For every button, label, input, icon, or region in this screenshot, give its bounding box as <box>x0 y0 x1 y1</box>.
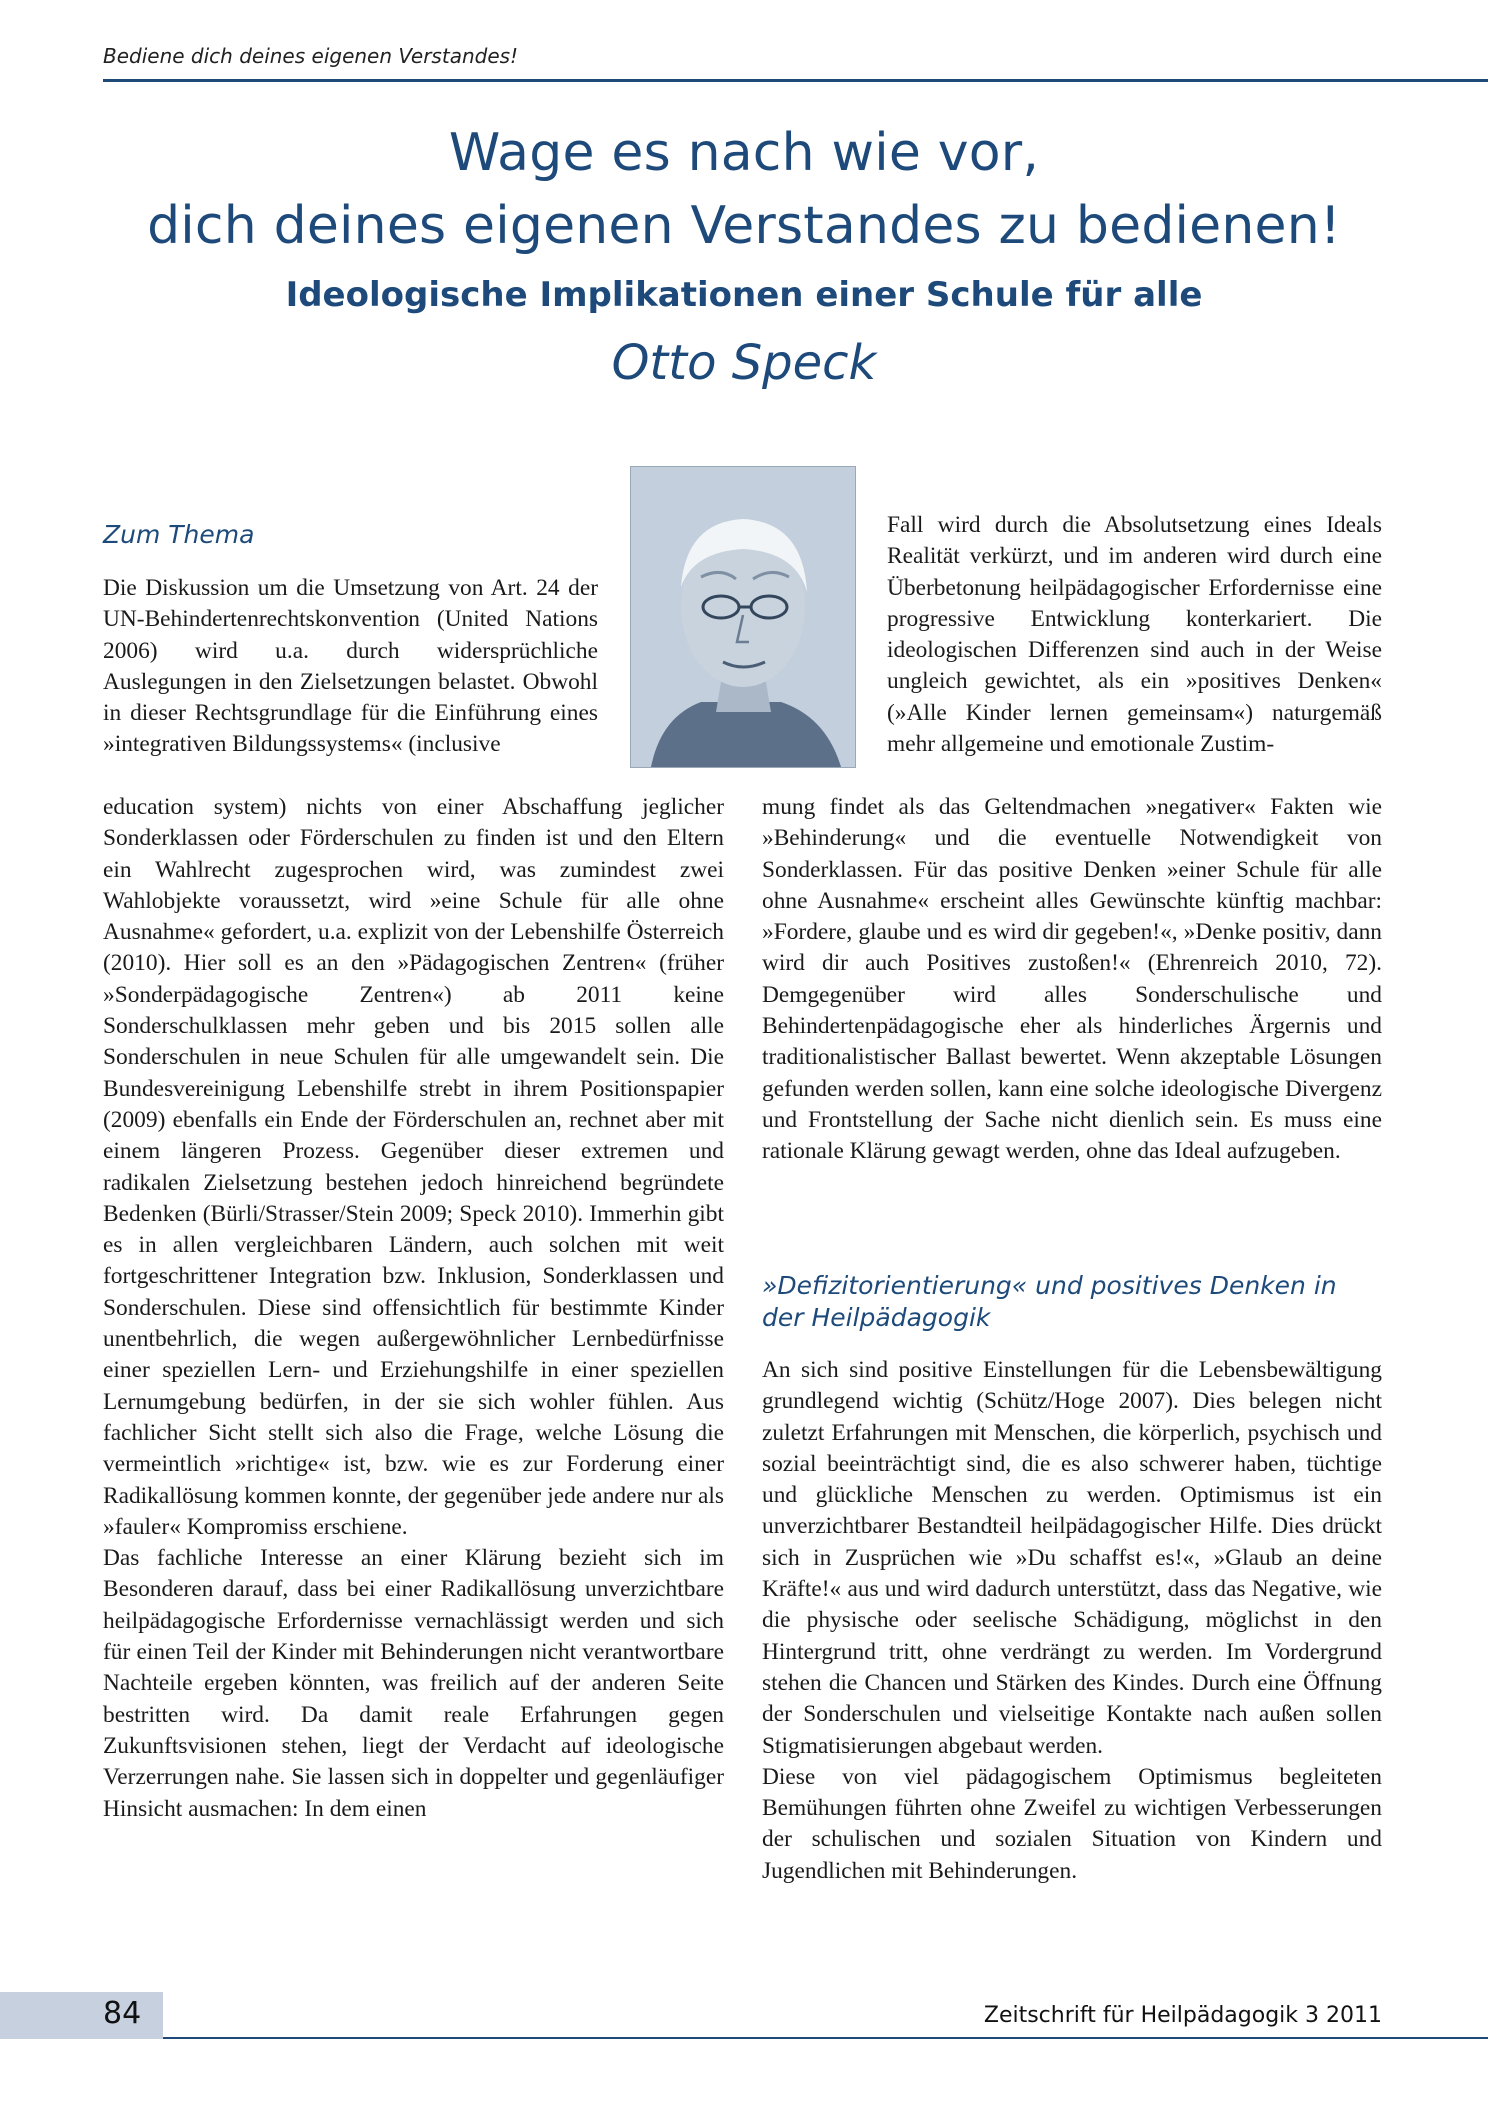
section-heading-defizitorientierung: »Defizitorientierung« und positives Denken in der Heilpädagogik <box>762 1271 1337 1332</box>
title-line-2: dich deines eigenen Verstandes zu bedienen! <box>147 196 1341 256</box>
paragraph: mung findet als das Geltendmachen »negativer« Fakten wie »Behinderung« und die eventuelle Notwendigkeit von Sonderklassen. Für das positive Denken »einer Schule für alle ohne Ausnahme« erscheint alles Gewünschte künftig machbar: »Fordere, glaube und es wird dir gegeben!«, »Denke positiv, dann wird dir auch Positives zustoßen!« (Ehrenreich 2010, 72). Demgegenüber wird alles Sonderschulische und Behindertenpädagogische eher als hinderliches Ärgernis und traditionalistischer Ballast bewertet. Wenn akzeptable Lösungen gefunden werden sollen, kann eine solche ideologische Divergenz und Frontstellung der Sache nicht dienlich sein. Es muss eine rationale Klärung gewagt werden, ohne das Ideal aufzugeben. <box>762 794 1382 1165</box>
footer-rule <box>163 2037 1488 2039</box>
top-rule <box>103 79 1488 82</box>
paragraph: Die Diskussion um die Umsetzung von Art. 24 der UN-Behindertenrechtskonvention (United Nations 2006) wird u.a. durch widersprüchliche Auslegungen in den Zielsetzungen belastet. Obwohl in dieser Rechtsgrundlage für die Einführung eines »integrativen Bildungssystems« (inclusive <box>103 575 598 758</box>
body-text-right-wrap <box>887 510 1382 760</box>
title-line-1: Wage es nach wie vor, <box>448 123 1040 183</box>
journal-name: Zeitschrift für Heilpädagogik 3 2011 <box>983 2003 1382 2028</box>
subtitle: Ideologische Implikationen einer Schule für alle <box>285 275 1203 315</box>
author: Otto Speck <box>611 335 877 391</box>
body-text-right <box>762 792 1382 1168</box>
paragraph: Das fachliche Interesse an einer Klärung bezieht sich im Besonderen darauf, dass bei einer Radikallösung unverzichtbare heilpädagogische Erfordernisse vernachlässigt werden und sich für einen Teil der Kinder mit Behinderungen nicht verantwortbare Nachteile ergeben könnten, was freilich auf der anderen Seite bestritten wird. Da damit reale Erfahrungen gegen Zukunftsvisionen stehen, liegt der Verdacht auf ideologische Verzerrungen nahe. Sie lassen sich in doppelter und gegenläufiger Hinsicht ausmachen: In dem einen <box>103 1545 724 1822</box>
section-heading-zum-thema: Zum Thema <box>103 520 255 549</box>
body-text-right-section2 <box>762 1355 1382 1887</box>
paragraph: education system) nichts von einer Abschaffung jeglicher Sonderklassen oder Förderschulen zu finden ist und den Eltern ein Wahlrecht zugesprochen wird, was zumindest zwei Wahlobjekte voraussetzt, wird »eine Schule für alle ohne Ausnahme« gefordert, u.a. explizit von der Lebenshilfe Österreich (2010). Hier soll es an den »Pädagogischen Zentren« (früher »Sonderpädagogische Zentren«) ab 2011 keine Sonderschulklassen mehr geben und bis 2015 sollen alle Sonderschulen in neue Schulen für alle umgewandelt sein. Die Bundesvereinigung Lebenshilfe strebt in ihrem Positionspapier (2009) ebenfalls ein Ende der Förderschulen an, rechnet aber mit einem längeren Prozess. Gegenüber dieser extremen und radikalen Zielsetzung bestehen jedoch hinreichend begründete Bedenken (Bürli/Strasser/Stein 2009; Speck 2010). Immerhin gibt es in allen vergleichbaren Ländern, auch solchen mit weit fortgeschrittener Integration bzw. Inklusion, Sonderklassen und Sonderschulen. Diese sind offensichtlich für bestimmte Kinder unentbehrlich, die wegen außergewöhnlicher Lernbedürfnisse einer speziellen Lern- und Erziehungshilfe in einer speziellen Lernumgebung bedürfen, in der sie sich wohler fühlen. Aus fachlicher Sicht stellt sich also die Frage, welche Lösung die vermeintlich »richtige« ist, bzw. wie es zur Forderung einer Radikallösung kommen konnte, der gegenüber jede andere nur als »fauler« Kompromiss erschiene. <box>103 794 724 1540</box>
author-portrait <box>630 466 856 768</box>
body-text-left <box>103 792 724 1825</box>
paragraph: Diese von viel pädagogischem Optimismus begleiteten Bemühungen führten ohne Zweifel zu wichtigen Verbesserungen der schulischen und sozialen Situation von Kindern und Jugendlichen mit Behinderungen. <box>762 1763 1382 1884</box>
running-head: Bediene dich deines eigenen Verstandes! <box>103 44 519 68</box>
page-number: 84 <box>103 1996 142 2031</box>
paragraph: An sich sind positive Einstellungen für die Lebensbewältigung grundlegend wichtig (Schütz/Hoge 2007). Dies belegen nicht zuletzt Erfahrungen mit Menschen, die körperlich, psychisch und sozial beeinträchtigt sind, die es also schwerer haben, tüchtige und glückliche Menschen zu werden. Optimismus ist ein unverzichtbarer Bestandteil heilpädagogischer Hilfe. Dies drückt sich in Zusprüchen wie »Du schaffst es!«, »Glaub an deine Kräfte!« aus und wird dadurch unterstützt, dass das Negative, wie die physische oder seelische Schädigung, möglichst in den Hintergrund tritt, ohne verdrängt zu werden. Im Vordergrund stehen die Chancen und Stärken des Kindes. Durch eine Öffnung der Sonderschulen und vielseitige Kontakte nach außen sollen Stigmatisierungen abgebaut werden. <box>762 1357 1382 1759</box>
paragraph: Fall wird durch die Absolutsetzung eines Ideals Realität verkürzt, und im anderen wird durch eine Überbetonung heilpädagogischer Erfordernisse eine progressive Entwicklung konterkariert. Die ideologischen Differenzen sind auch in der Weise ungleich gewichtet, als ein »positives Denken« (»Alle Kinder lernen gemeinsam«) naturgemäß mehr allgemeine und emotionale Zustim- <box>887 512 1382 758</box>
body-text-left-wrap <box>103 573 598 761</box>
